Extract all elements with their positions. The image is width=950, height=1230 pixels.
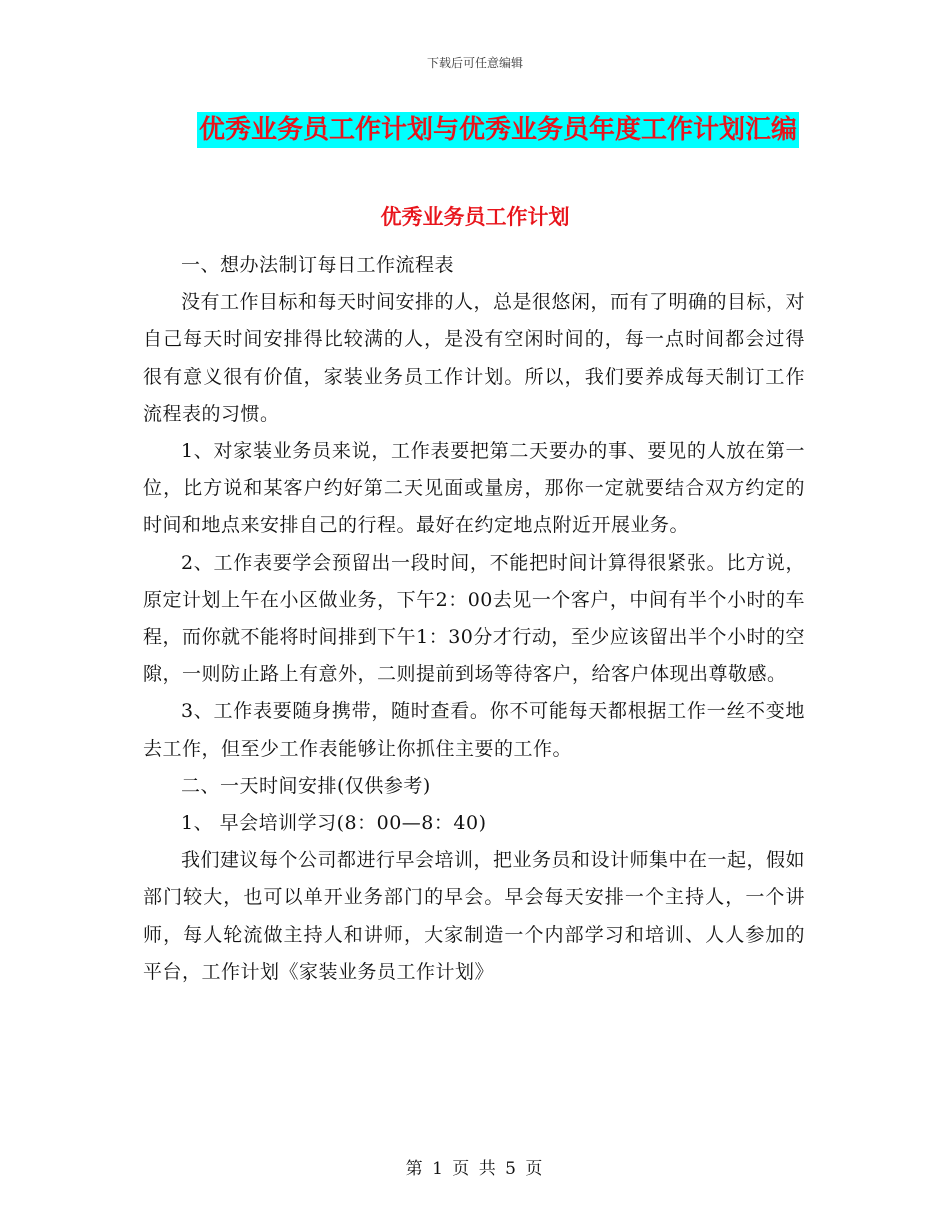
subsection-heading: 1、 早会培训学习(8：00—8：40)	[181, 812, 487, 835]
section-heading: 二、一天时间安排(仅供参考)	[181, 774, 431, 797]
main-title: 优秀业务员工作计划与优秀业务员年度工作计划汇编	[197, 112, 799, 148]
paragraph: 1、对家装业务员来说，工作表要把第二天要办的事、要见的人放在第一位，比方说和某客户约好第二天见面或量房，那你一定就要结合双方约定的时间和地点来安排自己的行程。最好在约定地点附近开展业务。	[143, 440, 805, 537]
paragraph: 我们建议每个公司都进行早会培训，把业务员和设计师集中在一起，假如部门较大，也可以单开业务部门的早会。早会每天安排一个主持人，一个讲师，每人轮流做主持人和讲师，大家制造一个内部学习和培训、人人参加的平台，工作计划《家装业务员工作计划》	[143, 849, 806, 983]
paragraph: 3、工作表要随身携带，随时查看。你不可能每天都根据工作一丝不变地去工作，但至少工作表能够让你抓住主要的工作。	[143, 700, 805, 760]
sub-title: 优秀业务员工作计划	[380, 205, 570, 229]
section-heading: 一、想办法制订每日工作流程表	[181, 254, 455, 276]
page-number: 第 1 页 共 5 页	[405, 1159, 545, 1179]
header-note: 下载后可任意编辑	[426, 56, 523, 70]
paragraph: 2、工作表要学会预留出一段时间，不能把时间计算得很紧张。比方说，原定计划上午在小区做业务，下午2：00去见一个客户，中间有半个小时的车程，而你就不能将时间排到下午1：30分才行动，至少应该留出半个小时的空隙，一则防止路上有意外，二则提前到场等待客户，给客户体现出尊敬感。	[143, 551, 805, 686]
main-title-container	[0, 112, 950, 148]
document-body	[143, 247, 805, 991]
paragraph: 没有工作目标和每天时间安排的人，总是很悠闲，而有了明确的目标，对自己每天时间安排得比较满的人，是没有空闲时间的，每一点时间都会过得很有意义很有价值，家装业务员工作计划。所以，我们要养成每天制订工作流程表的习惯。	[143, 291, 806, 425]
